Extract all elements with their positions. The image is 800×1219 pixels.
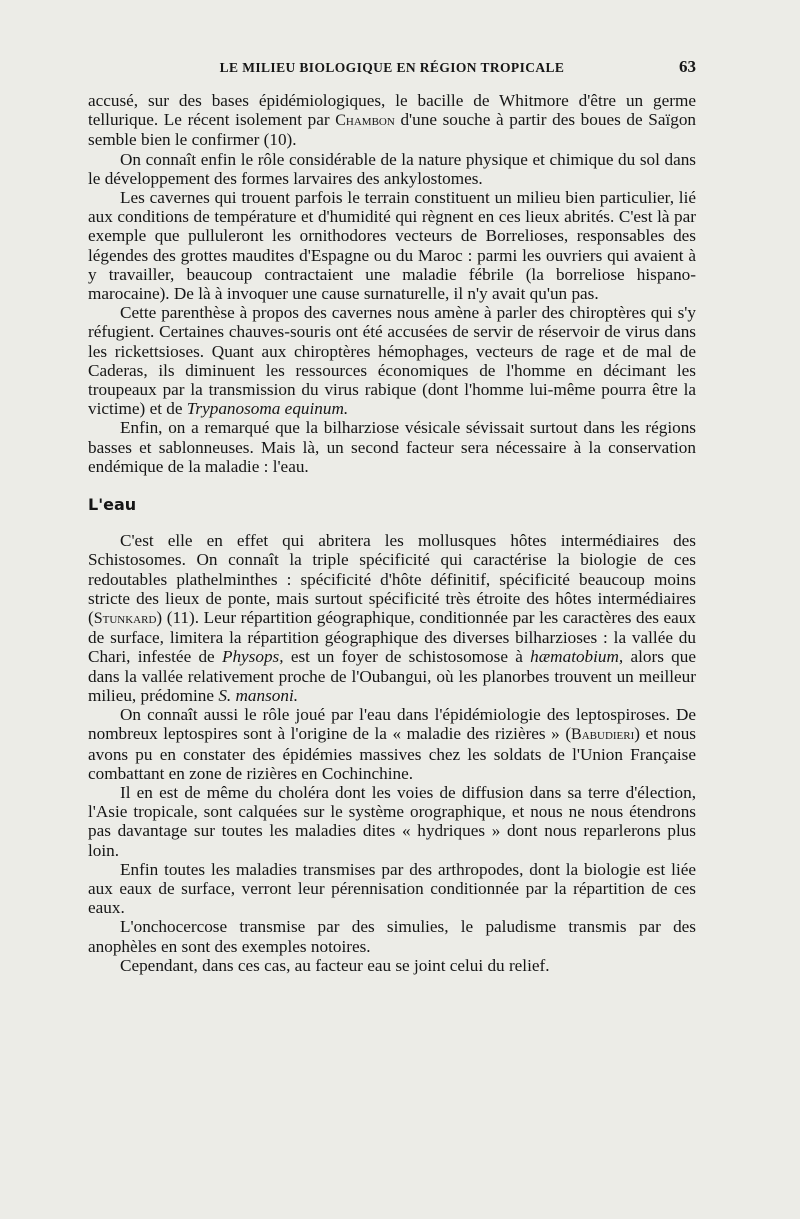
text-run: ) (11). Leur répartition géographique, conditionnée par les caractères des eaux de surface, limitera la répartition géographique des diverses bilharzioses : la vallée du Chari, infestée de: [88, 608, 696, 667]
italic-term: Physops,: [221, 647, 284, 667]
paragraph: [88, 783, 696, 860]
paragraphs-before: [88, 91, 696, 476]
text-run: est un foyer de schistosomose à: [283, 647, 531, 667]
text-run: Il en est de même du choléra dont les voies de diffusion dans sa terre d'élection, l'Asie tropicale, sont calquées sur le système orographique, et nous ne nous étendrons pas davantage sur toutes les maladies dites « hydriques » dont nous reparlerons plus loin.: [88, 782, 696, 860]
text-run: Enfin, on a remarqué que la bilharziose vésicale sévissait surtout dans les régions basses et sablonneuses. Mais là, un second facteur sera nécessaire à la conservation endémique de la maladie : l'eau.: [88, 418, 696, 476]
text-run: Cette parenthèse à propos des cavernes nous amène à parler des chiroptères qui s'y réfugient. Certaines chauves-souris ont été accusées de servir de réservoir de virus dans les rickettsioses. Quant aux chiroptères hémophages, vecteurs de rage et de mal de Caderas, ils diminuent les ressources économiques de l'homme en décimant les troupeaux par la transmission du virus rabique (dont l'homme lui-même pourra être la victime) et de: [88, 303, 696, 419]
text-run: ) et nous avons pu en constater des épidémies massives chez les soldats de l'Union Française combattant en zone de rizières en Cochinchine.: [88, 724, 696, 783]
page-header: [88, 57, 696, 82]
section-heading: L'eau: [88, 495, 137, 515]
paragraph: [88, 531, 696, 705]
paragraph: [88, 418, 696, 476]
text-run: Cependant, dans ces cas, au facteur eau se joint celui du relief.: [120, 955, 550, 975]
italic-term: S. mansoni.: [218, 685, 299, 705]
text-run: alors que dans la vallée relativement proche de l'Oubangui, où les planorbes trouvent un meilleur milieu, prédomine: [88, 647, 696, 705]
text-run: On connaît enfin le rôle considérable de la nature physique et chimique du sol dans le développement des formes larvaires des ankylostomes.: [88, 149, 696, 188]
author-name: Stunkard: [93, 610, 157, 628]
text-run: On connaît aussi le rôle joué par l'eau dans l'épidémiologie des leptospiroses. De nombreux leptospires sont à l'origine de la « maladie des rizières » (: [88, 705, 696, 744]
italic-term: hæmatobium,: [530, 647, 624, 667]
text-run: Les cavernes qui trouent parfois le terrain constituent un milieu bien particulier, lié aux conditions de température et d'humidité qui règnent en ces lieux abrités. C'est là par exemple que pulluleront les ornithodores vecteurs de Borrelioses, responsables des légendes des grottes maudites d'Espagne ou du Maroc : parmi les ouvriers qui avaient à y travailler, beaucoup contractaient une maladie fébrile (la borreliose hispano-marocaine). De là à invoquer une cause surnaturelle, il n'y avait qu'un pas.: [88, 188, 696, 304]
paragraph: [88, 917, 696, 955]
paragraph: [88, 150, 696, 188]
author-name: Babudieri: [571, 726, 635, 744]
paragraphs-after: [88, 531, 696, 975]
page-number: 63: [679, 57, 696, 76]
text-run: Enfin toutes les maladies transmises par des arthropodes, dont la biologie est liée aux eaux de surface, verront leur pérennisation conditionnée par la répartition de ces eaux.: [88, 859, 696, 918]
italic-term: Trypanosoma equinum.: [186, 399, 349, 419]
text-run: d'une souche à partir des boues de Saïgon semble bien le confirmer (10).: [88, 110, 697, 150]
paragraph: [88, 860, 696, 918]
text-run: L'onchocercose transmise par des simulies, le paludisme transmis par des anophèles en sont des exemples notoires.: [88, 917, 696, 956]
paragraph: [88, 956, 696, 975]
page-body: [88, 91, 696, 975]
text-run: accusé, sur des bases épidémiologiques, le bacille de Whitmore d'être un germe tellurique. Le récent isolement par: [88, 91, 696, 130]
paragraph: [88, 188, 696, 303]
author-name: Chambon: [335, 112, 395, 130]
paragraph: [88, 705, 696, 783]
text-run: C'est elle en effet qui abritera les mollusques hôtes intermédiaires des Schistosomes. On connaît la triple spécificité qui caractérise la biologie de ces redoutables plathelminthes : spécificité d'hôte définitif, spécificité beaucoup moins stricte des lieux de ponte, mais surtout spécificité très étroite des hôtes intermédiaires (: [88, 531, 696, 628]
paragraph: [88, 303, 696, 418]
running-title: LE MILIEU BIOLOGIQUE EN RÉGION TROPICALE: [219, 60, 565, 75]
paragraph: [88, 91, 696, 150]
